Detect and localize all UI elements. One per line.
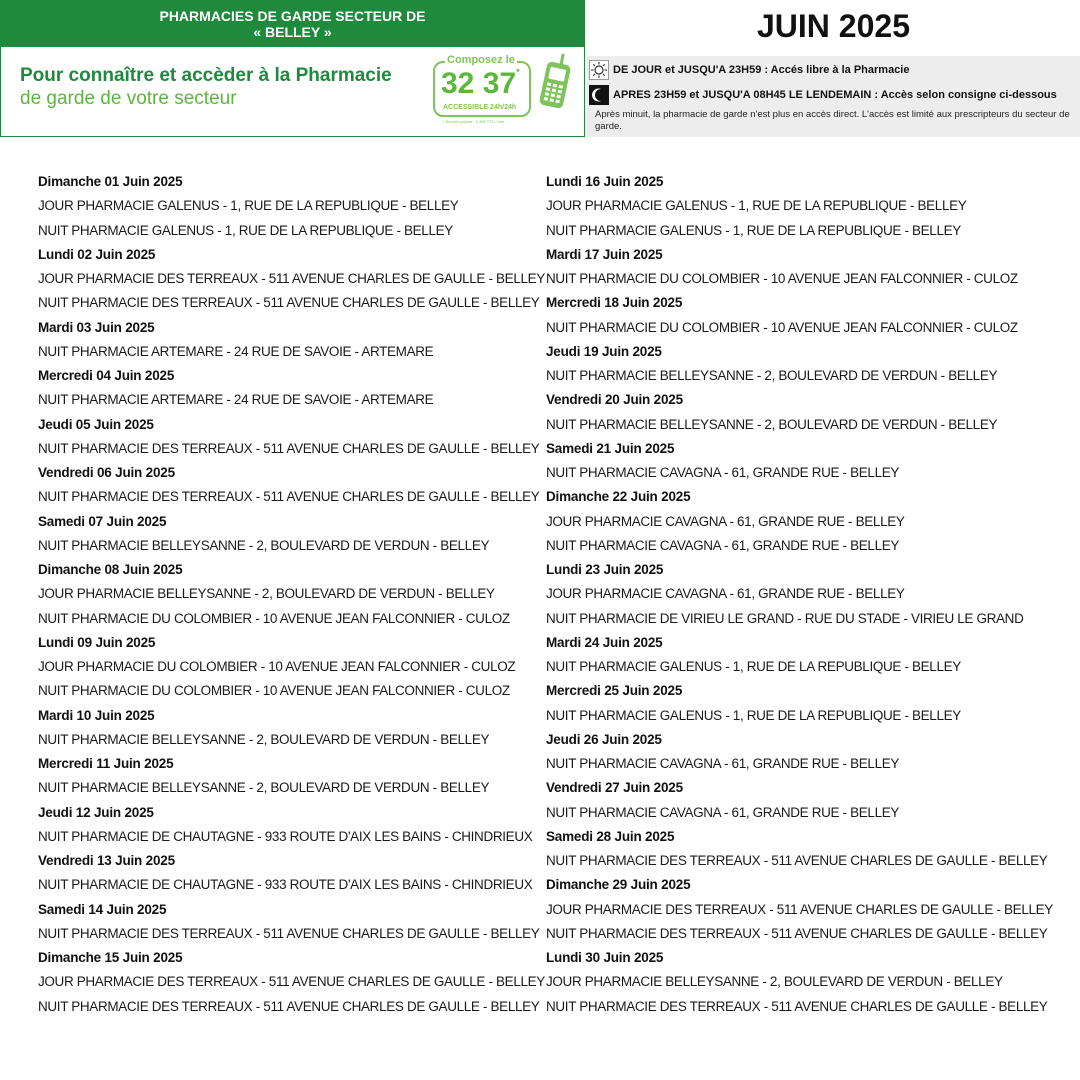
- schedule-date: Lundi 23 Juin 2025: [546, 562, 664, 577]
- schedule-date: Samedi 07 Juin 2025: [38, 513, 167, 529]
- schedule-date: Mardi 03 Juin 2025: [38, 319, 155, 335]
- schedule-entry: NUIT PHARMACIE BELLEYSANNE - 2, BOULEVARD DE VERDUN - BELLEY: [38, 780, 490, 796]
- schedule-date: Mardi 24 Juin 2025: [546, 634, 663, 650]
- schedule-entry: JOUR PHARMACIE CAVAGNA - 61, GRANDE RUE - BELLEY: [546, 586, 905, 602]
- legend-night-row: [589, 84, 1057, 106]
- schedule-date: Dimanche 29 Juin 2025: [546, 877, 691, 893]
- badge-asterisk: *: [516, 67, 520, 77]
- schedule-entry: NUIT PHARMACIE CAVAGNA - 61, GRANDE RUE - BELLEY: [546, 465, 900, 480]
- schedule-entry: NUIT PHARMACIE GALENUS - 1, RUE DE LA REPUBLIQUE - BELLEY: [38, 222, 453, 238]
- moon-icon: [589, 85, 609, 105]
- schedule-entry: NUIT PHARMACIE BELLEYSANNE - 2, BOULEVARD DE VERDUN - BELLEY: [546, 416, 998, 432]
- schedule-entry: NUIT PHARMACIE DES TERREAUX - 511 AVENUE CHARLES DE GAULLE - BELLEY: [38, 998, 540, 1014]
- schedule-entry: NUIT PHARMACIE CAVAGNA - 61, GRANDE RUE - BELLEY: [546, 804, 900, 820]
- schedule-entry: NUIT PHARMACIE BELLEYSANNE - 2, BOULEVARD DE VERDUN - BELLEY: [38, 537, 490, 553]
- schedule-column-right: [546, 170, 1066, 1019]
- schedule-entry: NUIT PHARMACIE DE VIRIEU LE GRAND - RUE DU STADE - VIRIEU LE GRAND: [546, 610, 1024, 626]
- schedule-date: Mercredi 18 Juin 2025: [546, 295, 683, 311]
- badge-top-label: Composez le: [447, 54, 515, 66]
- legend-day-text: DE JOUR et JUSQU'A 23H59 : Accés libre à la Pharmacie: [613, 64, 910, 76]
- schedule-entry: JOUR PHARMACIE BELLEYSANNE - 2, BOULEVARD DE VERDUN - BELLEY: [38, 586, 495, 602]
- schedule-column-left: [38, 170, 545, 1019]
- banner-title-line1: PHARMACIES DE GARDE SECTEUR DE: [159, 8, 426, 24]
- schedule-date: Lundi 02 Juin 2025: [38, 246, 156, 262]
- schedule-date: Dimanche 22 Juin 2025: [546, 489, 691, 505]
- banner-title: [1, 1, 584, 47]
- badge-number-text: 32 37: [441, 67, 517, 100]
- schedule-date: Lundi 30 Juin 2025: [546, 950, 664, 965]
- schedule-date: Mercredi 25 Juin 2025: [546, 683, 683, 699]
- schedule-date: Dimanche 01 Juin 2025: [38, 174, 183, 189]
- schedule-date: Vendredi 27 Juin 2025: [546, 780, 683, 796]
- schedule-date: Vendredi 06 Juin 2025: [38, 465, 175, 480]
- schedule-date: Vendredi 20 Juin 2025: [546, 392, 683, 408]
- schedule-date: Vendredi 13 Juin 2025: [38, 853, 175, 868]
- schedule-entry: JOUR PHARMACIE CAVAGNA - 61, GRANDE RUE - BELLEY: [546, 513, 905, 529]
- schedule-entry: JOUR PHARMACIE DES TERREAUX - 511 AVENUE CHARLES DE GAULLE - BELLEY: [38, 271, 545, 286]
- schedule-date: Dimanche 08 Juin 2025: [38, 562, 183, 577]
- legend-note: Après minuit, la pharmacie de garde n'est plus en accès direct. L'accès est limité aux prescripteurs du secteur de garde.: [595, 109, 1070, 132]
- schedule-date: Mercredi 11 Juin 2025: [38, 756, 174, 771]
- schedule-entry: NUIT PHARMACIE DE CHAUTAGNE - 933 ROUTE D'AIX LES BAINS - CHINDRIEUX: [38, 828, 533, 844]
- promo-line2: de garde de votre secteur: [20, 88, 237, 109]
- schedule-date: Mardi 17 Juin 2025: [546, 246, 663, 262]
- schedule-entry: NUIT PHARMACIE DES TERREAUX - 511 AVENUE CHARLES DE GAULLE - BELLEY: [38, 295, 540, 311]
- schedule-date: Samedi 28 Juin 2025: [546, 828, 675, 844]
- schedule-entry: NUIT PHARMACIE DES TERREAUX - 511 AVENUE CHARLES DE GAULLE - BELLEY: [38, 440, 540, 456]
- schedule-entry: NUIT PHARMACIE BELLEYSANNE - 2, BOULEVARD DE VERDUN - BELLEY: [38, 731, 490, 747]
- schedule-date: Jeudi 19 Juin 2025: [546, 343, 662, 359]
- schedule-entry: NUIT PHARMACIE DES TERREAUX - 511 AVENUE CHARLES DE GAULLE - BELLEY: [38, 925, 540, 941]
- schedule-date: Jeudi 05 Juin 2025: [38, 416, 154, 432]
- legend-day-row: [589, 59, 909, 81]
- promo-line1: Pour connaître et accèder à la Pharmacie: [20, 65, 392, 86]
- badge-fine-print: * Service payant - 0,35€ TTC / min: [443, 119, 505, 124]
- schedule-entry: NUIT PHARMACIE GALENUS - 1, RUE DE LA REPUBLIQUE - BELLEY: [546, 659, 961, 674]
- schedule-date: Mardi 10 Juin 2025: [38, 707, 155, 723]
- schedule-entry: NUIT PHARMACIE DU COLOMBIER - 10 AVENUE JEAN FALCONNIER - CULOZ: [546, 319, 1018, 335]
- mobile-phone-icon: [533, 53, 573, 111]
- month-title: JUIN 2025: [757, 8, 910, 44]
- schedule-entry: NUIT PHARMACIE DE CHAUTAGNE - 933 ROUTE D'AIX LES BAINS - CHINDRIEUX: [38, 877, 533, 893]
- schedule-entry: NUIT PHARMACIE DU COLOMBIER - 10 AVENUE JEAN FALCONNIER - CULOZ: [38, 683, 510, 699]
- schedule-entry: NUIT PHARMACIE DES TERREAUX - 511 AVENUE CHARLES DE GAULLE - BELLEY: [38, 489, 540, 505]
- sun-icon: [589, 60, 609, 80]
- schedule-entry: JOUR PHARMACIE DES TERREAUX - 511 AVENUE CHARLES DE GAULLE - BELLEY: [38, 974, 545, 990]
- schedule-entry: NUIT PHARMACIE DU COLOMBIER - 10 AVENUE JEAN FALCONNIER - CULOZ: [38, 610, 510, 626]
- access-legend: [587, 56, 1080, 137]
- badge-phone-number: [441, 67, 520, 101]
- schedule-entry: JOUR PHARMACIE GALENUS - 1, RUE DE LA REPUBLIQUE - BELLEY: [546, 198, 967, 214]
- schedule-entry: JOUR PHARMACIE GALENUS - 1, RUE DE LA REPUBLIQUE - BELLEY: [38, 198, 459, 214]
- schedule-entry: NUIT PHARMACIE ARTEMARE - 24 RUE DE SAVOIE - ARTEMARE: [38, 343, 434, 359]
- schedule-entry: NUIT PHARMACIE DES TERREAUX - 511 AVENUE CHARLES DE GAULLE - BELLEY: [546, 925, 1048, 941]
- promo-text: [20, 64, 430, 110]
- schedule-date: Dimanche 15 Juin 2025: [38, 950, 183, 965]
- schedule-date: Samedi 14 Juin 2025: [38, 901, 167, 917]
- schedule-entry: JOUR PHARMACIE DU COLOMBIER - 10 AVENUE JEAN FALCONNIER - CULOZ: [38, 659, 516, 674]
- schedule-date: Samedi 21 Juin 2025: [546, 440, 675, 456]
- schedule-entry: NUIT PHARMACIE CAVAGNA - 61, GRANDE RUE - BELLEY: [546, 537, 900, 553]
- schedule-entry: JOUR PHARMACIE DES TERREAUX - 511 AVENUE CHARLES DE GAULLE - BELLEY: [546, 901, 1053, 917]
- schedule-entry: NUIT PHARMACIE GALENUS - 1, RUE DE LA REPUBLIQUE - BELLEY: [546, 222, 961, 238]
- schedule-date: Lundi 16 Juin 2025: [546, 174, 664, 189]
- schedule-entry: NUIT PHARMACIE ARTEMARE - 24 RUE DE SAVOIE - ARTEMARE: [38, 392, 434, 408]
- header-banner: [0, 0, 585, 137]
- schedule-date: Jeudi 12 Juin 2025: [38, 804, 154, 820]
- schedule-date: Mercredi 04 Juin 2025: [38, 368, 175, 383]
- schedule-entry: NUIT PHARMACIE DU COLOMBIER - 10 AVENUE JEAN FALCONNIER - CULOZ: [546, 271, 1018, 286]
- legend-night-text: APRES 23H59 et JUSQU'A 08H45 LE LENDEMAIN : Accès selon consigne ci-dessous: [613, 89, 1057, 101]
- banner-title-line2: « BELLEY »: [253, 24, 332, 40]
- schedule-date: Lundi 09 Juin 2025: [38, 634, 156, 650]
- schedule-entry: NUIT PHARMACIE CAVAGNA - 61, GRANDE RUE - BELLEY: [546, 756, 900, 771]
- schedule-entry: NUIT PHARMACIE GALENUS - 1, RUE DE LA REPUBLIQUE - BELLEY: [546, 707, 961, 723]
- schedule-entry: NUIT PHARMACIE DES TERREAUX - 511 AVENUE CHARLES DE GAULLE - BELLEY: [546, 998, 1048, 1014]
- phone-number-badge: [433, 53, 573, 127]
- schedule-date: Jeudi 26 Juin 2025: [546, 731, 662, 747]
- badge-availability: ACCESSIBLE 24h/24h: [443, 104, 517, 111]
- schedule-entry: NUIT PHARMACIE DES TERREAUX - 511 AVENUE CHARLES DE GAULLE - BELLEY: [546, 853, 1048, 868]
- schedule-entry: JOUR PHARMACIE BELLEYSANNE - 2, BOULEVARD DE VERDUN - BELLEY: [546, 974, 1003, 990]
- schedule-entry: NUIT PHARMACIE BELLEYSANNE - 2, BOULEVARD DE VERDUN - BELLEY: [546, 368, 998, 383]
